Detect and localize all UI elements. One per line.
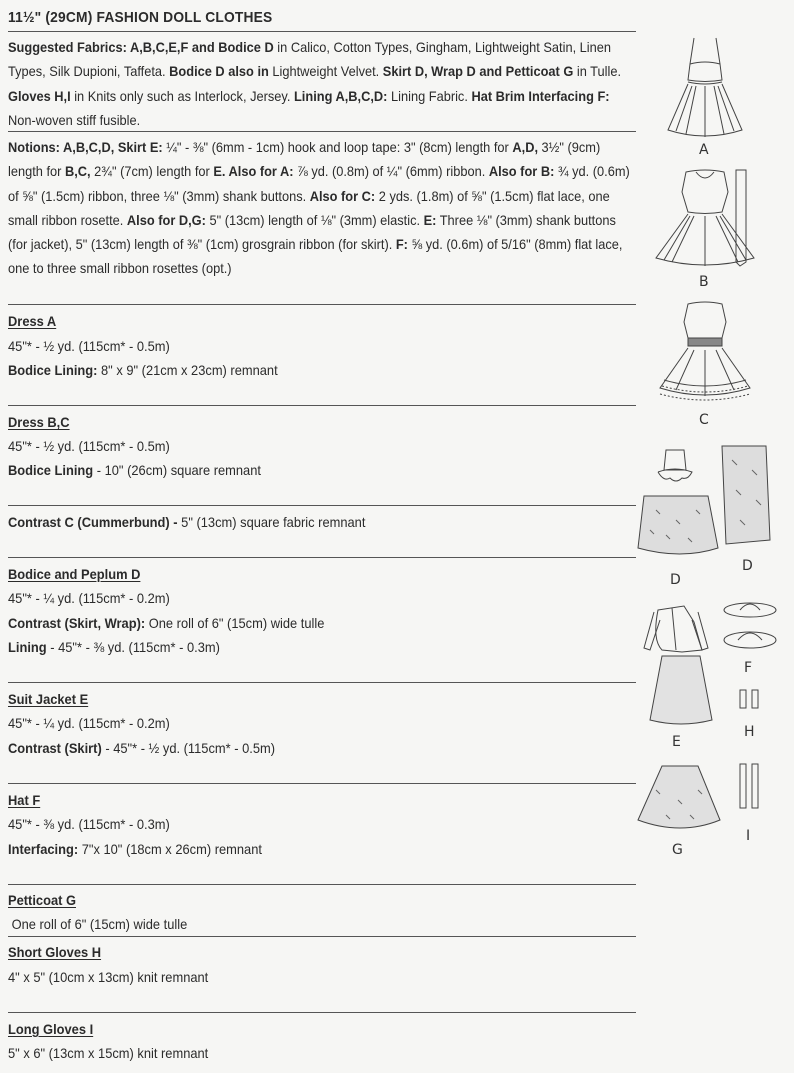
letter-f: F [744, 660, 753, 676]
section-heading-jacket-e: Suit Jacket E [8, 691, 89, 707]
dress-c-illustration [660, 302, 750, 400]
jacket-e-contrast: Contrast (Skirt) - 45"* - ½ yd. (115cm* - 0.5m) [8, 740, 276, 756]
body-text: in Calico, Cotton Types, Gingham, Lightweight Satin, Linen Types, Silk Dupioni, Taffeta. [8, 39, 612, 80]
dress-a-lining: Bodice Lining: 8" x 9" (21cm x 23cm) remnant [8, 362, 278, 378]
body-text: 5" (13cm) length of ⅛" (3mm) elastic. [205, 211, 424, 228]
body-text: in Tulle. [573, 63, 622, 80]
garment-illustrations [636, 0, 794, 1073]
hat-f-illustration [724, 603, 776, 648]
body-text: ⅞ yd. (0.8m) of ¼" (6mm) ribbon. [293, 163, 489, 180]
letter-e: E [672, 734, 681, 750]
bold-label: Bodice D also in [169, 63, 269, 80]
body-text: in Knits only such as Interlock, Jersey. [70, 87, 294, 104]
letter-a: A [699, 142, 709, 158]
petticoat-g-illustration [638, 766, 720, 828]
body-text: 2¾" (7cm) length for [90, 163, 214, 180]
contrast-c: Contrast C (Cummerbund) - 5" (13cm) square fabric remnant [8, 514, 366, 530]
letter-d: D [670, 572, 681, 588]
dress-b-illustration [656, 170, 754, 266]
bold-label: A,D, [512, 139, 538, 155]
letter-h: H [744, 724, 755, 740]
bold-label: F: [395, 236, 408, 253]
divider [8, 884, 636, 885]
body-text: ¾ yd. (0.6m) of ⅝" (1.5cm) ribbon, three ⅛" (3mm) shank buttons. [8, 163, 630, 204]
bold-label: Also for B: [488, 163, 555, 180]
bold-label: Skirt D, Wrap D and Petticoat G [382, 63, 574, 80]
section-heading-dress-a: Dress A [8, 313, 57, 329]
body-text: 2 yds. (1.8m) of ⅝" (1.5cm) flat lace, one small ribbon rosette. [8, 187, 610, 228]
dress-d-illustration [638, 446, 770, 554]
body-text: ¼" - ⅜" (6mm - 1cm) hook and loop tape: 3" (8cm) length for [162, 139, 513, 155]
divider [8, 131, 636, 132]
section-heading-hat-f: Hat F [8, 792, 41, 808]
letter-g: G [672, 842, 683, 858]
bold-label: Gloves H,I [8, 87, 71, 104]
section-heading-gloves-i: Long Gloves I [8, 1021, 94, 1037]
body-text: ⅝ yd. (0.6m) of 5/16" (8mm) flat lace, one to three small ribbon rosettes (opt.) [8, 236, 623, 277]
gloves-i-illustration [740, 764, 758, 808]
body-text: Three ⅛" (3mm) shank buttons (for jacket), 5" (13cm) length of ⅜" (1cm) grosgrain ribbon (for skirt). [8, 211, 616, 253]
suggested-fabrics [8, 35, 636, 132]
dress-a-illustration [668, 38, 742, 137]
bold-label: Notions: A,B,C,D, Skirt E: [8, 139, 163, 155]
divider [8, 557, 636, 558]
letter-i: I [746, 828, 751, 844]
gloves-h-yardage: 4" x 5" (10cm x 13cm) knit remnant [8, 969, 209, 985]
divider [8, 405, 636, 406]
divider [8, 1012, 636, 1013]
bold-label: B,C, [64, 163, 91, 180]
bold-label: Lining A,B,C,D: [293, 87, 388, 104]
jacket-e-yardage: 45"* - ¼ yd. (115cm* - 0.2m) [8, 715, 170, 731]
bold-label: Also for D,G: [126, 211, 206, 228]
letter-d-wrap: D [742, 558, 753, 574]
dress-a-yardage: 45"* - ½ yd. (115cm* - 0.5m) [8, 338, 170, 354]
divider [8, 31, 636, 32]
page-title: 11½" (29CM) FASHION DOLL CLOTHES [8, 9, 273, 26]
hat-f-interfacing: Interfacing: 7"x 10" (18cm x 26cm) remnant [8, 841, 262, 857]
gloves-h-illustration [740, 690, 758, 708]
divider [8, 682, 636, 683]
section-heading-dress-bc: Dress B,C [8, 414, 70, 430]
divider [8, 505, 636, 506]
suit-e-illustration [644, 606, 712, 724]
dress-bc-yardage: 45"* - ½ yd. (115cm* - 0.5m) [8, 438, 170, 454]
bold-label: Hat Brim Interfacing F: [471, 87, 610, 104]
hat-f-yardage: 45"* - ⅜ yd. (115cm* - 0.3m) [8, 816, 170, 832]
body-text: 3½" (9cm) length for [8, 139, 601, 180]
bold-label: Also for C: [309, 187, 376, 204]
body-text: Lightweight Velvet. [268, 63, 383, 80]
dress-bc-lining: Bodice Lining - 10" (26cm) square remnant [8, 462, 261, 478]
letter-b: B [699, 274, 709, 290]
letter-c: C [699, 412, 709, 428]
line-art [636, 0, 794, 1073]
bold-label: Suggested Fabrics: A,B,C,E,F and Bodice D [8, 39, 274, 55]
body-text: Non-woven stiff fusible. [8, 111, 141, 128]
petticoat-g-yardage: One roll of 6" (15cm) wide tulle [8, 916, 188, 932]
gloves-i-yardage: 5" x 6" (13cm x 15cm) knit remnant [8, 1045, 209, 1061]
divider [8, 936, 636, 937]
body-text: Lining Fabric. [387, 87, 472, 104]
section-heading-petticoat-g: Petticoat G [8, 892, 76, 908]
bodice-d-contrast: Contrast (Skirt, Wrap): One roll of 6" (15cm) wide tulle [8, 615, 325, 631]
bodice-d-yardage: 45"* - ¼ yd. (115cm* - 0.2m) [8, 590, 170, 606]
divider [8, 783, 636, 784]
bodice-d-lining: Lining - 45"* - ⅜ yd. (115cm* - 0.3m) [8, 639, 220, 655]
bold-label: E. Also for A: [213, 163, 294, 180]
section-heading-bodice-d: Bodice and Peplum D [8, 566, 141, 582]
notions [8, 135, 636, 281]
bold-label: E: [423, 211, 437, 228]
divider [8, 304, 636, 305]
section-heading-gloves-h: Short Gloves H [8, 944, 102, 960]
